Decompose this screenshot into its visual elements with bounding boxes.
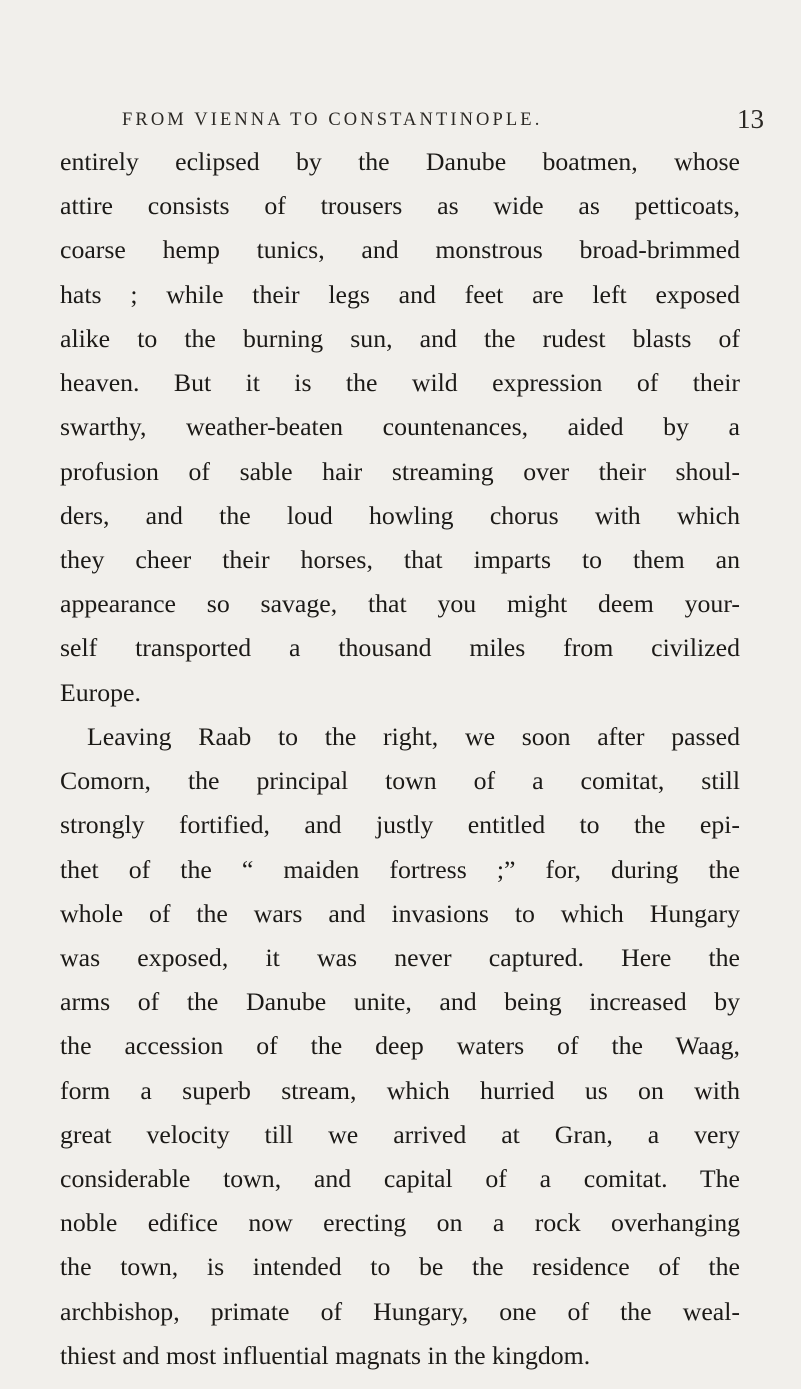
text-line: alike to the burning sun, and the rudest blasts of [60,323,740,353]
text-line: attire consists of trousers as wide as petticoats, [60,191,740,221]
running-title: FROM VIENNA TO CONSTANTINOPLE. [122,110,543,130]
text-line: form a superb stream, which hurried us on with [60,1075,740,1105]
text-line: whole of the wars and invasions to which Hungary [60,898,740,928]
text-line: appearance so savage, that you might deem your- [60,589,740,619]
text-line: was exposed, it was never captured. Here the [60,942,740,972]
text-line: archbishop, primate of Hungary, one of the weal- [60,1296,740,1326]
text-line: entirely eclipsed by the Danube boatmen, whose [60,147,740,176]
text-line: noble edifice now erecting on a rock overhanging [60,1208,740,1238]
running-head [116,104,764,136]
text-line: considerable town, and capital of a comitat. The [60,1164,740,1194]
text-line: coarse hemp tunics, and monstrous broad-brimmed [60,235,740,265]
text-line: Europe. [60,677,141,707]
text-line: thiest and most influential magnats in the kingdom. [60,1340,591,1370]
text-line: swarthy, weather-beaten countenances, aided by a [60,412,740,442]
page-number: 13 [737,104,764,134]
text-line: thet of the “ maiden fortress ;” for, during the [60,854,740,884]
text-line: the town, is intended to be the residence of the [60,1252,740,1282]
text-line: self transported a thousand miles from civilized [60,633,740,663]
text-line: the accession of the deep waters of the Waag, [60,1031,740,1061]
text-line: they cheer their horses, that imparts to them an [60,544,740,574]
text-line: great velocity till we arrived at Gran, a very [60,1119,740,1149]
text-line: hats ; while their legs and feet are left exposed [60,279,740,309]
text-line: arms of the Danube unite, and being increased by [60,987,740,1017]
text-line: Leaving Raab to the right, we soon after passed [87,721,740,751]
text-line: profusion of sable hair streaming over their shoul- [60,456,740,486]
text-line: ders, and the loud howling chorus with which [60,500,740,530]
text-line: Comorn, the principal town of a comitat, still [60,766,740,796]
text-line: heaven. But it is the wild expression of their [60,368,740,398]
text-line: strongly fortified, and justly entitled to the epi- [60,810,740,840]
body-text [60,140,740,1378]
